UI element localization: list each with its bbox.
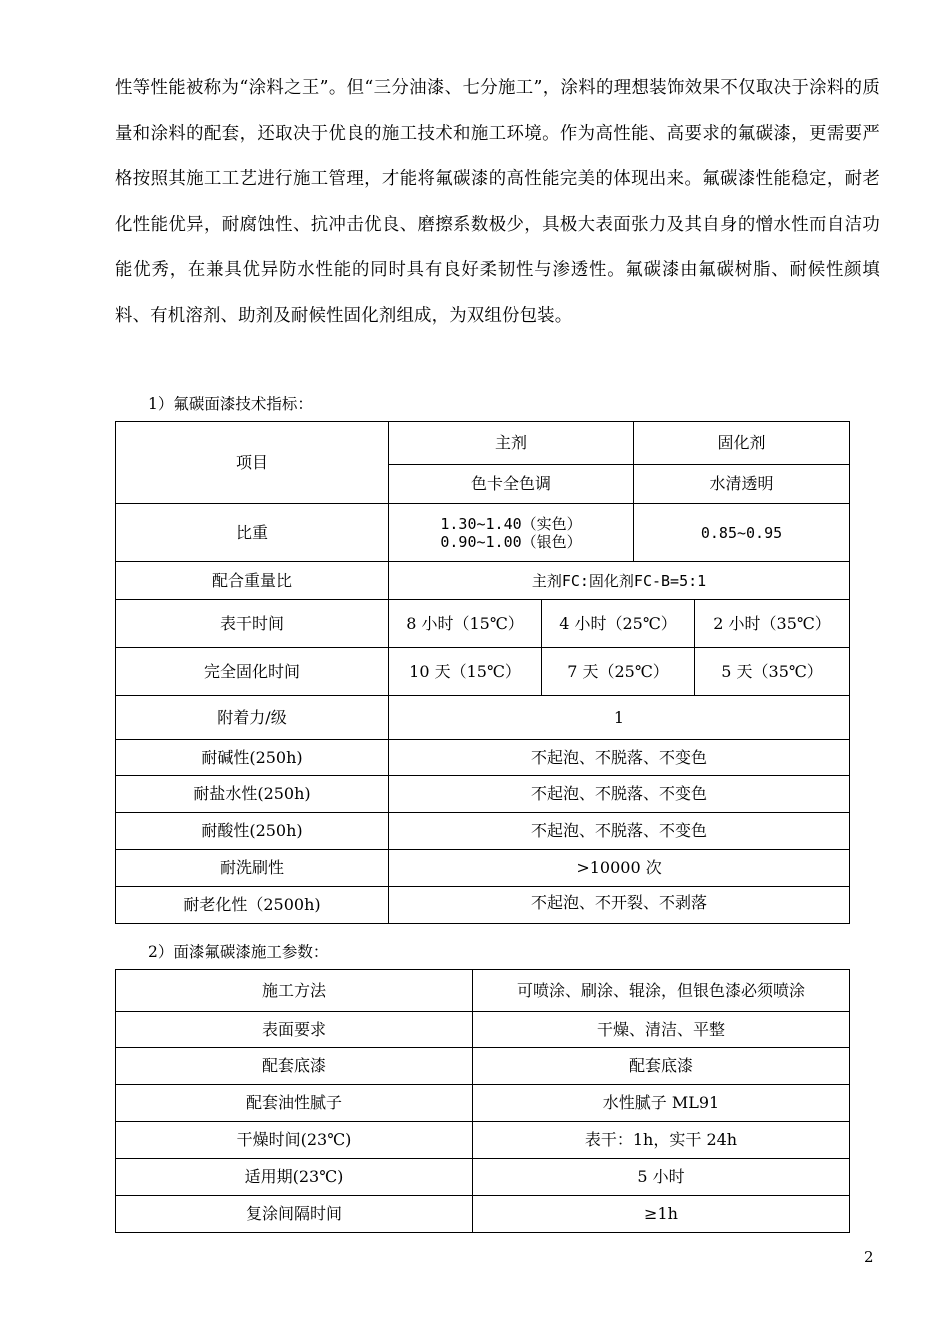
density-main-line2: 0.90~1.00（银色）	[440, 532, 582, 551]
table-row	[116, 1159, 850, 1196]
param-value: 水性腻子 ML91	[473, 1085, 850, 1122]
density-label: 比重	[116, 504, 389, 562]
construction-params-table	[115, 969, 850, 1233]
mix-ratio-value: 主剂FC:固化剂FC-B=5:1	[389, 562, 850, 600]
param-label: 干燥时间(23℃)	[116, 1122, 473, 1159]
aging-value: 不起泡、不开裂、不剥落	[389, 887, 850, 924]
table-row	[116, 776, 850, 813]
param-value: ≥1h	[473, 1196, 850, 1233]
body-paragraph	[115, 66, 880, 340]
header-main-agent-cell: 主剂	[389, 422, 634, 465]
full-cure-value-1: 10 天（15℃）	[389, 648, 542, 696]
acid-label: 耐酸性(250h)	[116, 813, 389, 850]
table-row	[116, 1122, 850, 1159]
scrub-value: >10000 次	[389, 850, 850, 887]
table-row	[116, 648, 850, 696]
surface-dry-value-1: 8 小时（15℃）	[389, 600, 542, 648]
table-row	[116, 600, 850, 648]
table-row	[116, 504, 850, 562]
technical-spec-table	[115, 421, 850, 924]
table-row	[116, 1048, 850, 1085]
surface-dry-label: 表干时间	[116, 600, 389, 648]
header-item-cell: 项目	[116, 422, 389, 504]
aging-label: 耐老化性（2500h)	[116, 887, 389, 924]
param-value: 干燥、清洁、平整	[473, 1012, 850, 1048]
alkali-label: 耐碱性(250h)	[116, 740, 389, 776]
table-row	[116, 422, 850, 465]
param-value: 可喷涂、刷涂、辊涂，但银色漆必须喷涂	[473, 970, 850, 1012]
param-label: 配套油性腻子	[116, 1085, 473, 1122]
table1-caption: 1）氟碳面漆技术指标：	[148, 395, 313, 413]
adhesion-label: 附着力/级	[116, 696, 389, 740]
table-row	[116, 1085, 850, 1122]
alkali-value: 不起泡、不脱落、不变色	[389, 740, 850, 776]
param-label: 施工方法	[116, 970, 473, 1012]
curing-color-cell: 水清透明	[634, 465, 850, 504]
page-number: 2	[864, 1248, 874, 1266]
header-curing-agent-cell: 固化剂	[634, 422, 850, 465]
param-value: 表干：1h，实干 24h	[473, 1122, 850, 1159]
param-label: 表面要求	[116, 1012, 473, 1048]
density-curing-cell: 0.85~0.95	[634, 504, 850, 562]
adhesion-value: 1	[389, 696, 850, 740]
table-row	[116, 740, 850, 776]
scrub-label: 耐洗刷性	[116, 850, 389, 887]
full-cure-label: 完全固化时间	[116, 648, 389, 696]
mix-ratio-label: 配合重量比	[116, 562, 389, 600]
param-label: 配套底漆	[116, 1048, 473, 1085]
salt-water-value: 不起泡、不脱落、不变色	[389, 776, 850, 813]
main-color-cell: 色卡全色调	[389, 465, 634, 504]
param-value: 5 小时	[473, 1159, 850, 1196]
param-label: 适用期(23℃)	[116, 1159, 473, 1196]
table-row	[116, 1196, 850, 1233]
table-row	[116, 887, 850, 924]
table-row	[116, 813, 850, 850]
table-row	[116, 970, 850, 1012]
table2-caption: 2）面漆氟碳漆施工参数：	[148, 943, 329, 961]
density-main-line1: 1.30~1.40（实色）	[440, 514, 582, 533]
salt-water-label: 耐盐水性(250h)	[116, 776, 389, 813]
full-cure-value-3: 5 天（35℃）	[695, 648, 850, 696]
table-row	[116, 1012, 850, 1048]
table-row	[116, 562, 850, 600]
param-label: 复涂间隔时间	[116, 1196, 473, 1233]
density-main-cell	[389, 504, 634, 562]
full-cure-value-2: 7 天（25℃）	[542, 648, 695, 696]
table-row	[116, 850, 850, 887]
surface-dry-value-2: 4 小时（25℃）	[542, 600, 695, 648]
body-paragraph-text: 性等性能被称为“涂料之王”。但“三分油漆、七分施工”，涂料的理想装饰效果不仅取决于涂料的质量和涂料的配套，还取决于优良的施工技术和施工环境。作为高性能、高要求的氟碳漆，更需要严格按照其施工工艺进行施工管理，才能将氟碳漆的高性能完美的体现出来。氟碳漆性能稳定，耐老化性能优异，耐腐蚀性、抗冲击优良、磨擦系数极少，具极大表面张力及其自身的憎水性而自洁功能优秀，在兼具优异防水性能的同时具有良好柔韧性与渗透性。氟碳漆由氟碳树脂、耐候性颜填料、有机溶剂、助剂及耐候性固化剂组成，为双组份包装。	[115, 78, 880, 326]
acid-value: 不起泡、不脱落、不变色	[389, 813, 850, 850]
table-row	[116, 696, 850, 740]
surface-dry-value-3: 2 小时（35℃）	[695, 600, 850, 648]
param-value: 配套底漆	[473, 1048, 850, 1085]
